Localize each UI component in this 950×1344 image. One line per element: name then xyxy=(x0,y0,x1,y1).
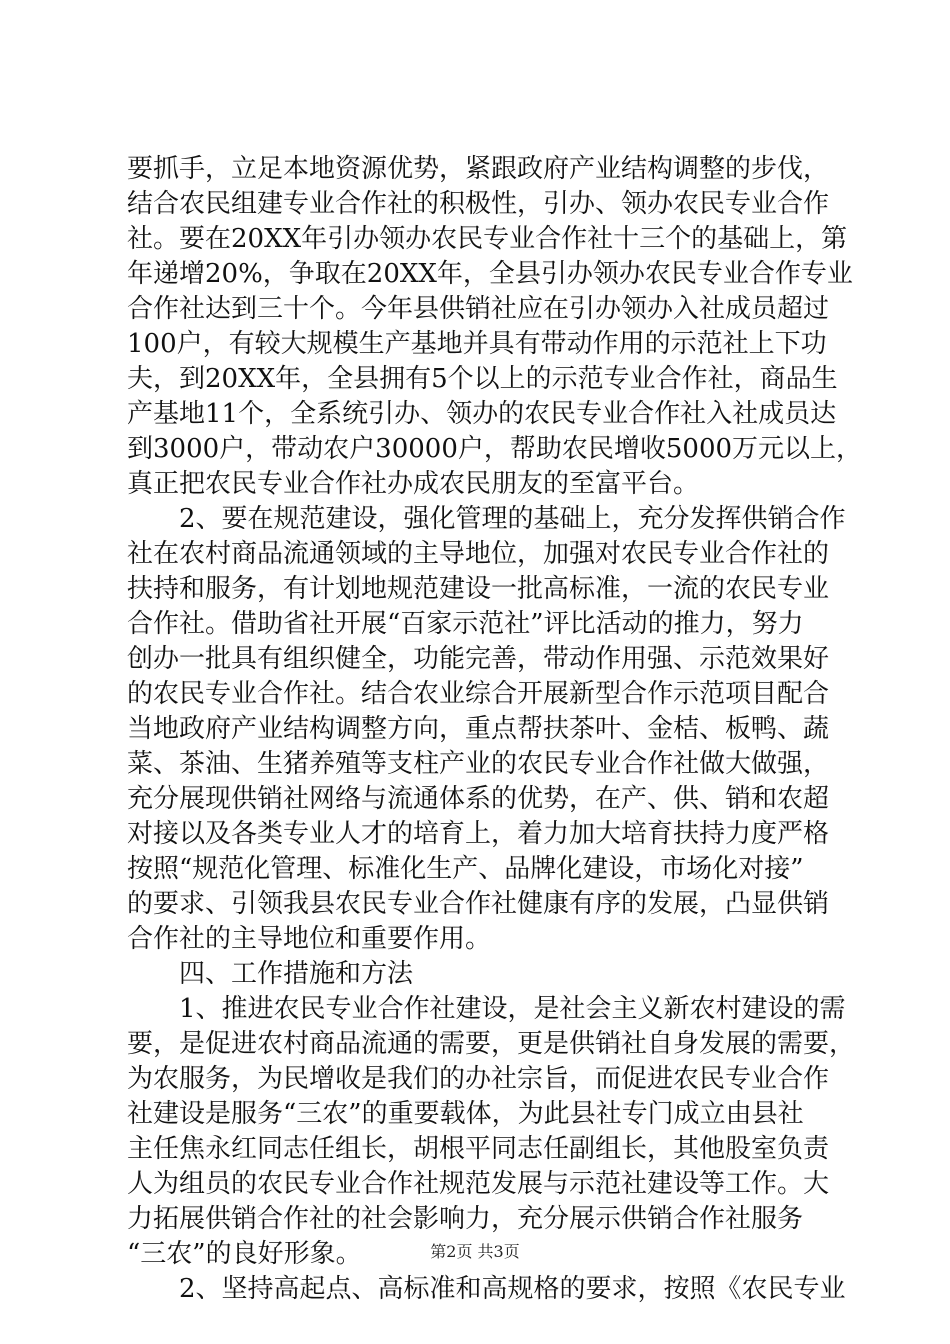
text-line: 100户，有较大规模生产基地并具有带动作用的示范社上下功 xyxy=(127,329,827,359)
text-line: “三农”的良好形象。 xyxy=(127,1239,362,1269)
text-line: 创办一批具有组织健全，功能完善，带动作用强、示范效果好 xyxy=(127,644,830,674)
text-line: 的要求、引领我县农民专业合作社健康有序的发展，凸显供销 xyxy=(127,889,830,919)
text-line: 合作社。借助省社开展“百家示范社”评比活动的推力，努力 xyxy=(127,609,804,639)
text-line: 要抓手，立足本地资源优势，紧跟政府产业结构调整的步伐， xyxy=(127,154,830,184)
text-line: 2、坚持高起点、高标准和高规格的要求，按照《农民专业 xyxy=(127,1274,846,1304)
text-line: 主任焦永红同志任组长，胡根平同志任副组长，其他股室负责 xyxy=(127,1134,830,1164)
page-footer: 第2页 共3页 xyxy=(430,1242,520,1261)
text-line: 结合农民组建专业合作社的积极性，引办、领办农民专业合作 xyxy=(127,189,830,219)
text-line: 产基地11个，全系统引办、领办的农民专业合作社入社成员达 xyxy=(127,399,837,429)
document-body xyxy=(127,152,863,1307)
text-line: 年递增20%，争取在20XX年，全县引办领办农民专业合作专业 xyxy=(127,259,853,289)
text-line: 为农服务，为民增收是我们的办社宗旨，而促进农民专业合作 xyxy=(127,1064,830,1094)
text-line: 合作社的主导地位和重要作用。 xyxy=(127,924,492,954)
text-line: 真正把农民专业合作社办成农民朋友的至富平台。 xyxy=(127,469,700,499)
text-line: 人为组员的农民专业合作社规范发展与示范社建设等工作。大 xyxy=(127,1169,830,1199)
text-line: 四、工作措施和方法 xyxy=(127,959,414,989)
text-line: 到3000户，带动农户30000户，帮助农民增收5000万元以上， xyxy=(127,434,863,464)
text-line: 夫，到20XX年，全县拥有5个以上的示范专业合作社，商品生 xyxy=(127,364,838,394)
text-line: 合作社达到三十个。今年县供销社应在引办领办入社成员超过 xyxy=(127,294,830,324)
text-line: 按照“规范化管理、标准化生产、品牌化建设，市场化对接” xyxy=(127,854,804,884)
text-line: 充分展现供销社网络与流通体系的优势，在产、供、销和农超 xyxy=(127,784,830,814)
text-line: 社建设是服务“三农”的重要载体，为此县社专门成立由县社 xyxy=(127,1099,804,1129)
text-line: 的农民专业合作社。结合农业综合开展新型合作示范项目配合 xyxy=(127,679,830,709)
text-line: 扶持和服务，有计划地规范建设一批高标准，一流的农民专业 xyxy=(127,574,830,604)
text-line: 对接以及各类专业人才的培育上，着力加大培育扶持力度严格 xyxy=(127,819,830,849)
text-line: 1、推进农民专业合作社建设，是社会主义新农村建设的需 xyxy=(127,994,846,1024)
text-line: 力拓展供销合作社的社会影响力，充分展示供销合作社服务 xyxy=(127,1204,804,1234)
text-line: 社。要在20XX年引办领办农民专业合作社十三个的基础上，第 xyxy=(127,224,848,254)
text-line: 要，是促进农村商品流通的需要，更是供销社自身发展的需要， xyxy=(127,1029,856,1059)
text-line: 当地政府产业结构调整方向，重点帮扶茶叶、金桔、板鸭、蔬 xyxy=(127,714,830,744)
text-line: 社在农村商品流通领域的主导地位，加强对农民专业合作社的 xyxy=(127,539,830,569)
text-line: 2、要在规范建设，强化管理的基础上，充分发挥供销合作 xyxy=(127,504,846,534)
text-line: 菜、茶油、生猪养殖等支柱产业的农民专业合作社做大做强， xyxy=(127,749,830,779)
